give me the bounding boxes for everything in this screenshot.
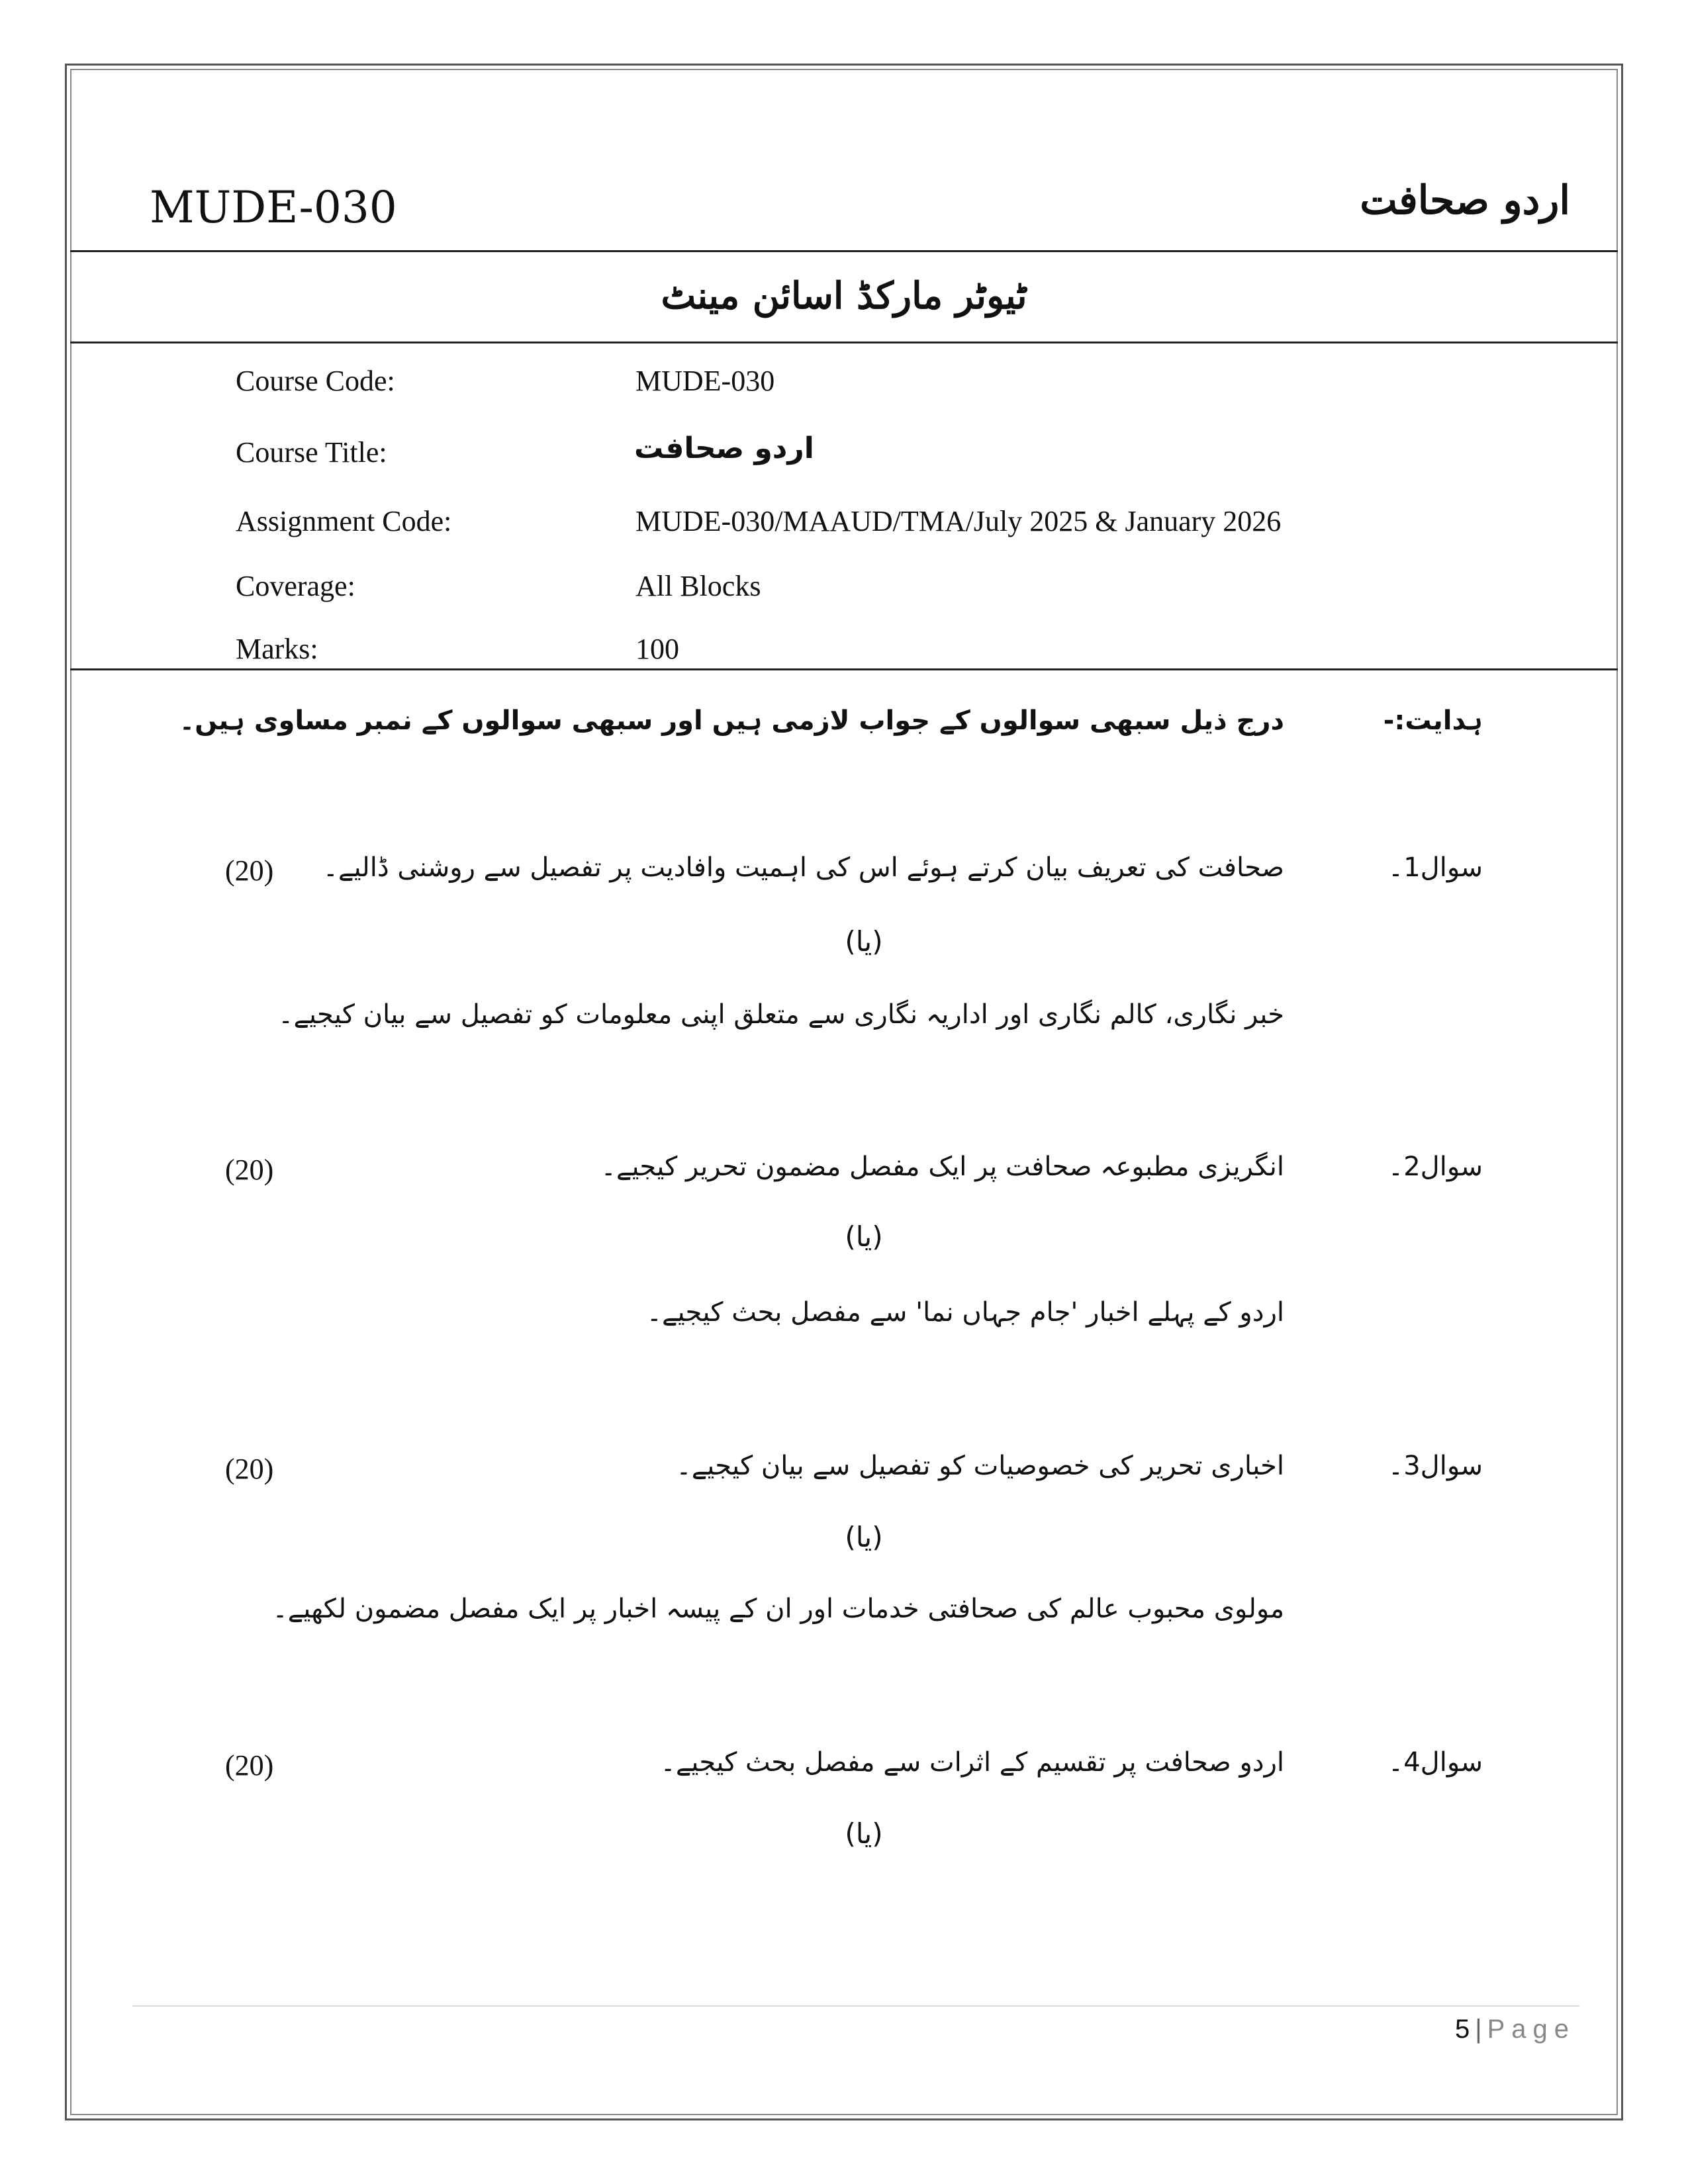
question-or: (یا) (845, 1521, 883, 1553)
info-label-course-title: Course Title: (236, 436, 387, 469)
page-word: Page (1487, 2015, 1575, 2044)
header-rule (70, 250, 1618, 252)
question-alt-text: مولوی محبوب عالم کی صحافتی خدمات اور ان کے پیسہ اخبار پر ایک مفصل مضمون لکھیے۔ (272, 1594, 1284, 1624)
info-value-coverage: All Blocks (635, 570, 761, 602)
question-marks: (20) (225, 854, 274, 887)
header-course-code: MUDE-030 (150, 182, 397, 233)
question-text: اردو صحافت پر تقسیم کے اثرات سے مفصل بحث کیجیے۔ (660, 1747, 1284, 1778)
question-alt-text: خبر نگاری، کالم نگاری اور اداریہ نگاری سے متعلق اپنی معلومات کو تفصیل سے بیان کیجیے۔ (278, 999, 1284, 1030)
question-text: صحافت کی تعریف بیان کرتے ہوئے اس کی اہمیت وافادیت پر تفصیل سے روشنی ڈالیے۔ (322, 852, 1284, 883)
question-text: انگریزی مطبوعہ صحافت پر ایک مفصل مضمون تحریر کیجیے۔ (600, 1152, 1284, 1182)
question-label: سوال2۔ (1387, 1152, 1483, 1182)
info-label-assignment-code: Assignment Code: (236, 505, 452, 537)
question-or: (یا) (845, 1220, 883, 1253)
info-value-assignment-code: MUDE-030/MAAUD/TMA/July 2025 & January 2026 (635, 505, 1282, 537)
page-number-value: 5 (1454, 2015, 1470, 2044)
question-marks: (20) (225, 1453, 274, 1485)
question-label: سوال1۔ (1387, 852, 1483, 883)
question-alt-text: اردو کے پہلے اخبار 'جام جہاں نما' سے مفصل بحث کیجیے۔ (646, 1297, 1284, 1328)
info-value-course-code: MUDE-030 (635, 365, 775, 397)
page-number-separator: | (1475, 2015, 1482, 2044)
question-text: اخباری تحریر کی خصوصیات کو تفصیل سے بیان کیجیے۔ (676, 1451, 1284, 1481)
instructions-text: درج ذیل سبھی سوالوں کے جواب لازمی ہیں اور سبھی سوالوں کے نمبر مساوی ہیں۔ (179, 705, 1284, 736)
info-label-marks: Marks: (236, 633, 318, 665)
footer-rule (132, 2005, 1579, 2007)
info-value-marks: 100 (635, 633, 679, 665)
question-label: سوال3۔ (1387, 1451, 1483, 1481)
title-rule (70, 341, 1618, 343)
question-or: (یا) (845, 925, 883, 958)
assignment-title: ٹیوٹر مارکڈ اسائن مینٹ (661, 274, 1027, 318)
question-or: (یا) (845, 1817, 883, 1850)
question-marks: (20) (225, 1749, 274, 1782)
page-number (1455, 2015, 1575, 2044)
question-marks: (20) (225, 1154, 274, 1186)
info-label-course-code: Course Code: (236, 365, 395, 397)
info-rule (70, 668, 1618, 670)
instructions-label: ہدایت:- (1383, 705, 1483, 736)
question-label: سوال4۔ (1387, 1747, 1483, 1778)
info-label-coverage: Coverage: (236, 570, 355, 602)
header-urdu-title: اردو صحافت (1360, 177, 1570, 224)
info-value-course-title: اردو صحافت (634, 432, 814, 465)
